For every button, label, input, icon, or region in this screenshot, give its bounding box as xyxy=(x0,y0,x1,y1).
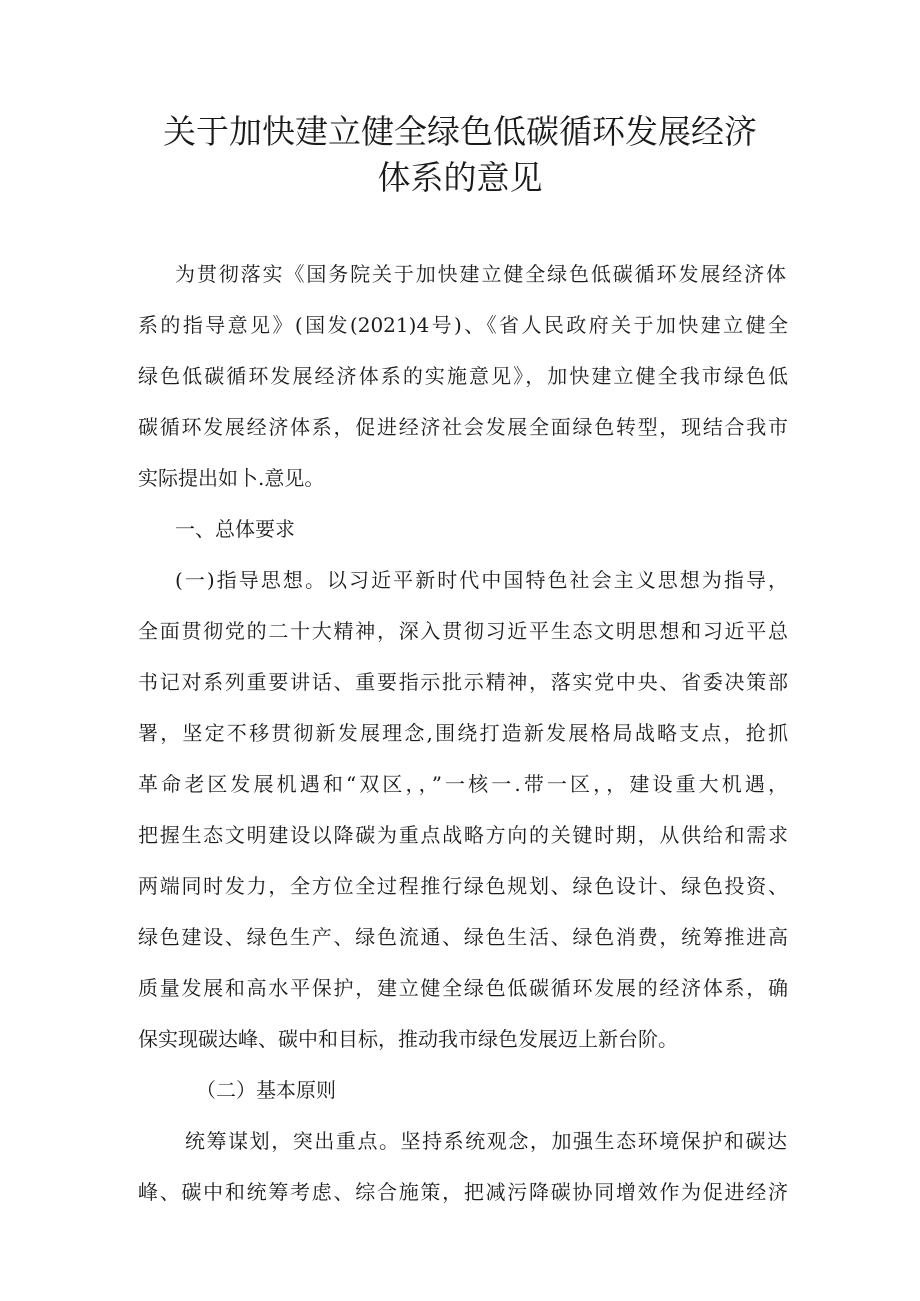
paragraph-line: 绿色低碳循环发展经济体系的实施意见》，加快建立健全我市绿色低 xyxy=(138,364,788,388)
paragraph-line: 署，坚定不移贯彻新发展理念,围绕打造新发展格局战略支点，抢抓 xyxy=(138,721,788,745)
paragraph-line: 两端同时发力，全方位全过程推行绿色规划、绿色设计、绿色投资、 xyxy=(138,874,788,898)
paragraph-line: 把握生态文明建设以降碳为重点战略方向的关键时期，从供给和需求 xyxy=(138,823,788,847)
paragraph-line: 系的指导意见》(国发(2021)4号)、《省人民政府关于加快建立健全 xyxy=(138,313,788,337)
paragraph-line: 书记对系列重要讲话、重要指示批示精神，落实党中央、省委决策部 xyxy=(138,670,788,694)
paragraph-line: 碳循环发展经济体系，促进经济社会发展全面绿色转型，现结合我市 xyxy=(138,415,788,439)
document-title-line-2: 体系的意见 xyxy=(377,158,543,197)
paragraph-line: 峰、碳中和统筹考虑、综合施策，把减污降碳协同增效作为促进经济 xyxy=(138,1180,788,1204)
paragraph-line: 统筹谋划，突出重点。坚持系统观念，加强生态环境保护和碳达 xyxy=(185,1129,787,1153)
subsection-heading: （二）基本原则 xyxy=(196,1078,336,1102)
document-title-line-1: 关于加快建立健全绿色低碳循环发展经济 xyxy=(163,112,757,151)
section-heading: 一、总体要求 xyxy=(175,517,295,541)
paragraph-line: (一)指导思想。以习近平新时代中国特色社会主义思想为指导， xyxy=(175,568,788,592)
paragraph-line: 保实现碳达峰、碳中和目标，推动我市绿色发展迈上新台阶。 xyxy=(138,1027,678,1051)
paragraph-line: 实际提出如卜.意见。 xyxy=(138,466,325,490)
paragraph-line: 为贯彻落实《国务院关于加快建立健全绿色低碳循环发展经济体 xyxy=(175,262,786,286)
paragraph-line: 革命老区发展机遇和“双区，，”一核一.带一区，，建设重大机遇， xyxy=(138,772,788,796)
paragraph-line: 质量发展和高水平保护，建立健全绿色低碳循环发展的经济体系，确 xyxy=(138,976,788,1000)
paragraph-line: 绿色建设、绿色生产、绿色流通、绿色生活、绿色消费，统筹推进高 xyxy=(138,925,788,949)
paragraph-line: 全面贯彻党的二十大精神，深入贯彻习近平生态文明思想和习近平总 xyxy=(138,619,788,643)
